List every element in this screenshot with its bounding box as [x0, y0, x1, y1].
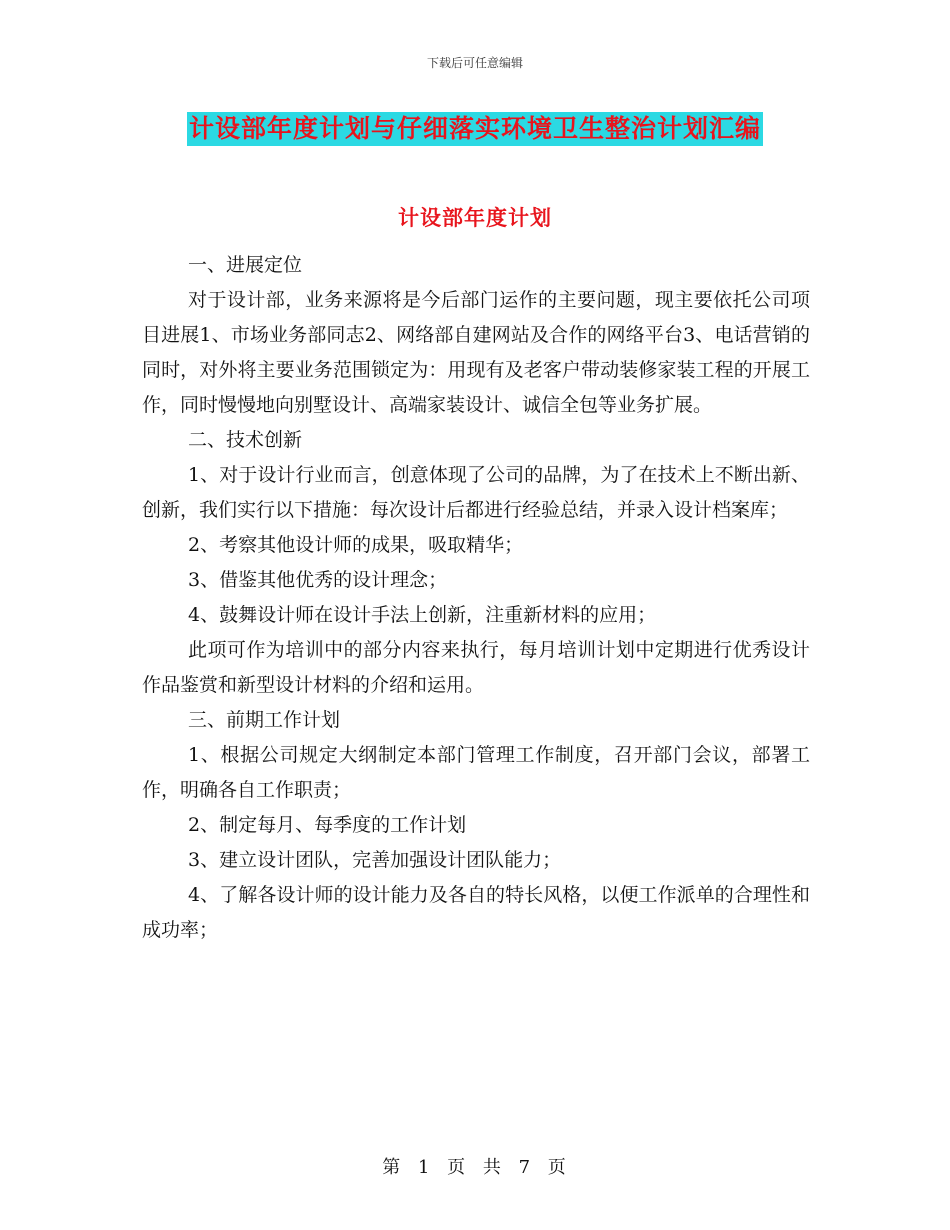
list-item: 3、借鉴其他优秀的设计理念；: [188, 569, 448, 591]
footer-label-unit2: 页: [547, 1157, 568, 1178]
list-item: 2、考察其他设计师的成果，吸取精华；: [188, 534, 524, 556]
list-item: 4、鼓舞设计师在设计手法上创新，注重新材料的应用；: [188, 604, 657, 626]
list-item: 2、制定每月、每季度的工作计划: [188, 814, 467, 836]
footer-label-page: 第: [382, 1157, 403, 1178]
footer-current-page: 1: [417, 1157, 432, 1178]
list-item: 4、了解各设计师的设计能力及各自的特长风格，以便工作派单的合理性和成功率；: [142, 884, 810, 941]
footer-label-total: 共: [482, 1157, 503, 1178]
list-item: 3、建立设计团队，完善加强设计团队能力；: [188, 849, 562, 871]
heading-early-work-plan: 三、前期工作计划: [188, 709, 341, 731]
document-title-text: 计设部年度计划与仔细落实环境卫生整治计划汇编: [187, 112, 763, 146]
heading-tech-innovation: 二、技术创新: [188, 429, 303, 451]
paragraph: 对于设计部，业务来源将是今后部门运作的主要问题，现主要依托公司项目进展1、市场业务部同志2、网络部自建网站及合作的网络平台3、电话营销的同时，对外将主要业务范围锁定为：用现有及老客户带动装修家装工程的开展工作，同时慢慢地向别墅设计、高端家装设计、诚信全包等业务扩展。: [142, 289, 810, 416]
list-item: 1、对于设计行业而言，创意体现了公司的品牌，为了在技术上不断出新、创新，我们实行以下措施：每次设计后都进行经验总结，并录入设计档案库；: [142, 464, 810, 521]
list-item: 1、根据公司规定大纲制定本部门管理工作制度，召开部门会议，部署工作，明确各自工作职责；: [142, 744, 810, 801]
paragraph: 此项可作为培训中的部分内容来执行，每月培训计划中定期进行优秀设计作品鉴赏和新型设计材料的介绍和运用。: [142, 639, 810, 696]
footer-label-unit: 页: [447, 1157, 468, 1178]
document-title: [0, 112, 950, 146]
footer-total-pages: 7: [518, 1157, 533, 1178]
document-body: [142, 248, 810, 948]
section-title: 计设部年度计划: [398, 206, 552, 230]
page-header: 下载后可任意编辑: [426, 56, 523, 70]
heading-positioning: 一、进展定位: [188, 254, 303, 276]
page-footer: [0, 1153, 950, 1179]
